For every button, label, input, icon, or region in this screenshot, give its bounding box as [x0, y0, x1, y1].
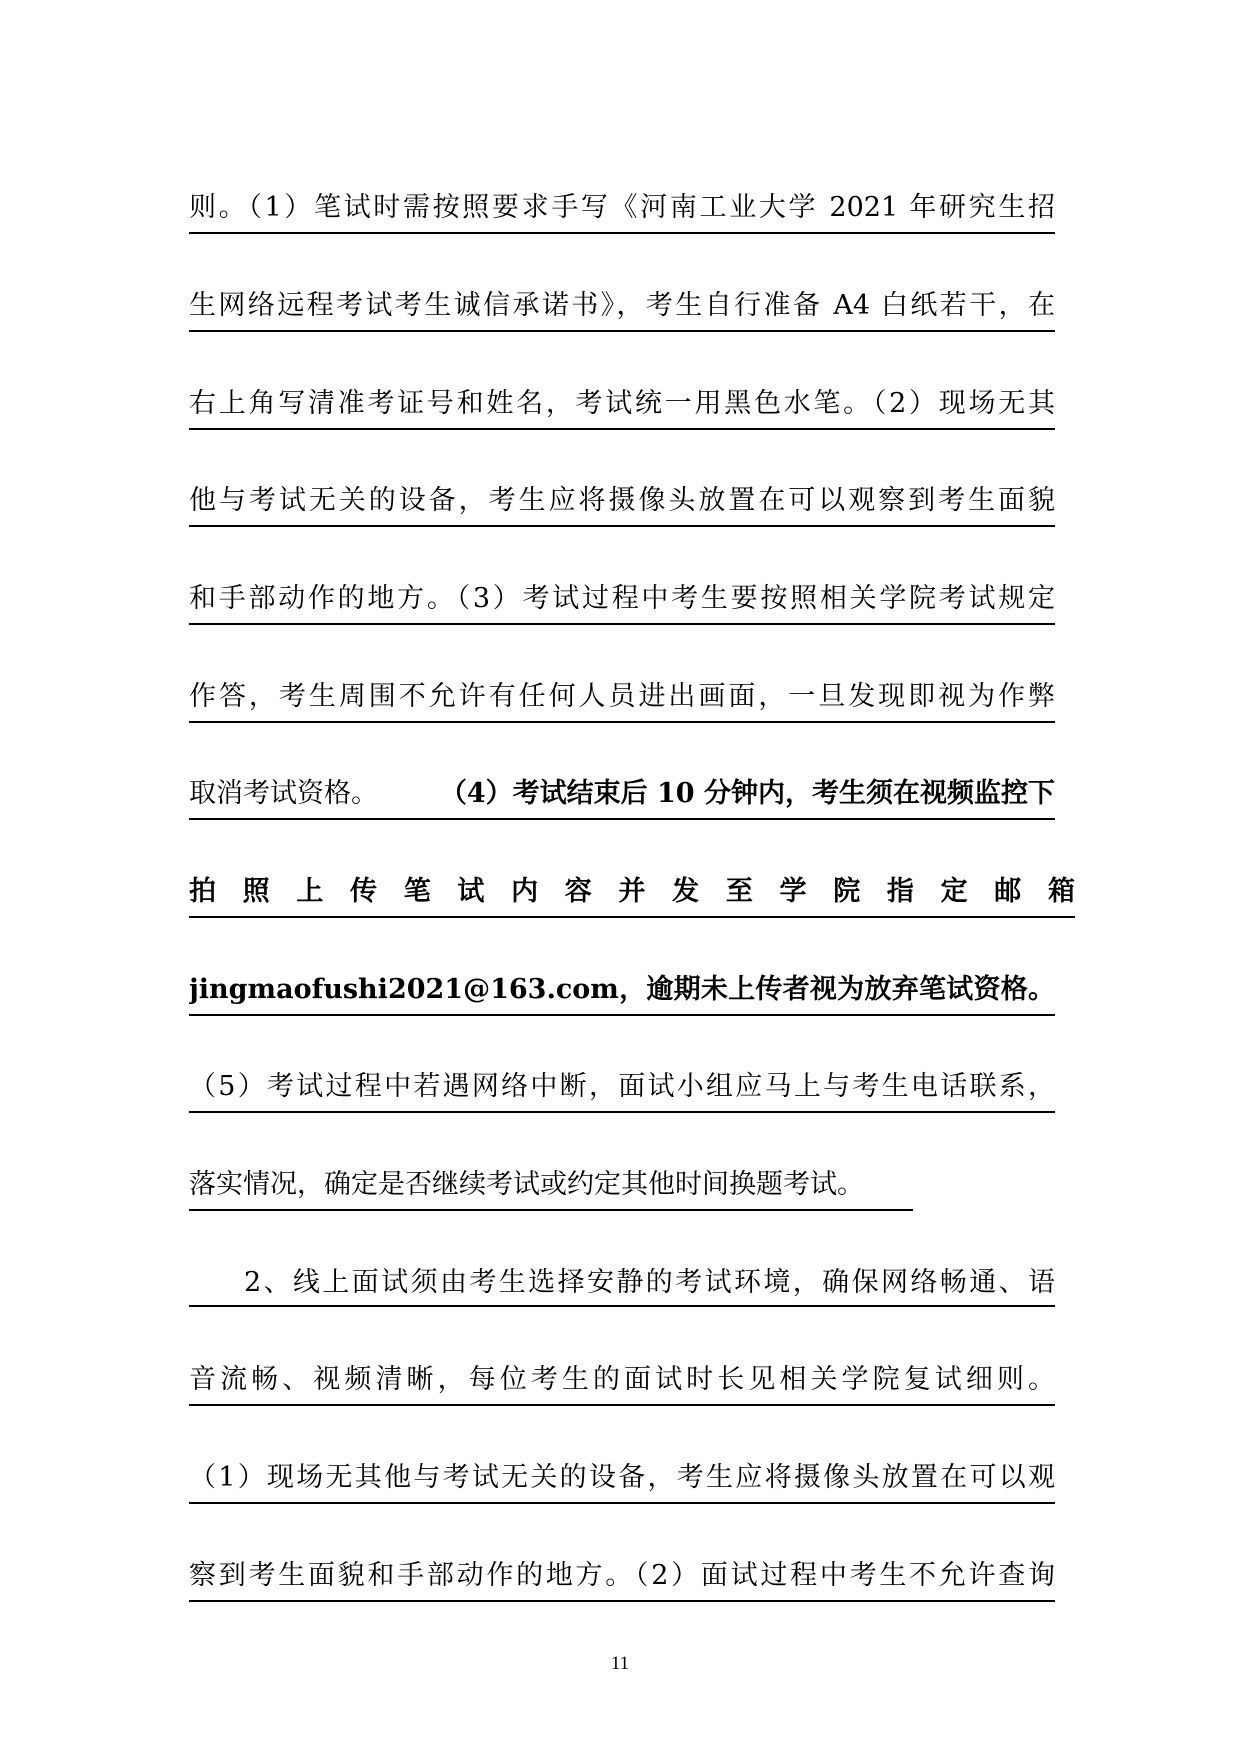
text-line-12: 2、线上面试须由考生选择安静的考试环境，确保网络畅通、语 — [189, 1263, 1055, 1307]
text-line-7 — [189, 774, 1055, 820]
text-line-5: 和手部动作的地方。（3）考试过程中考生要按照相关学院考试规定 — [189, 579, 1055, 625]
text-line-3: 右上角写清准考证号和姓名，考试统一用黑色水笔。（2）现场无其 — [189, 384, 1055, 430]
text-line-9-email: jingmaofushi2021@163.com，逾期未上传者视为放弃笔试资格。 — [189, 970, 1055, 1016]
text-line-2: 生网络远程考试考生诚信承诺书》，考生自行准备 A4 白纸若干，在 — [189, 286, 1055, 332]
text-line-1: 则。（1）笔试时需按照要求手写《河南工业大学 2021 年研究生招 — [189, 188, 1055, 234]
text-line-4: 他与考试无关的设备，考生应将摄像头放置在可以观察到考生面貌 — [189, 481, 1055, 527]
text-line-8: 拍照上传笔试内容并发至学院指定邮箱 — [189, 872, 1075, 918]
text-line-11: 落实情况，确定是否继续考试或约定其他时间换题考试。 — [189, 1165, 913, 1211]
text-line-7-bold: （4）考试结束后 10 分钟内，考生须在视频监控下 — [439, 778, 1055, 809]
text-line-6: 作答，考生周围不允许有任何人员进出画面，一旦发现即视为作弊 — [189, 677, 1055, 723]
text-line-10: （5）考试过程中若遇网络中断，面试小组应马上与考生电话联系， — [189, 1067, 1055, 1113]
text-line-7-normal: 取消考试资格。 — [189, 778, 378, 809]
page-number: 11 — [610, 1653, 630, 1674]
text-line-14: （1）现场无其他与考试无关的设备，考生应将摄像头放置在可以观 — [189, 1458, 1055, 1504]
text-line-15: 察到考生面貌和手部动作的地方。（2）面试过程中考生不允许查询 — [189, 1556, 1055, 1602]
text-line-13: 音流畅、视频清晰，每位考生的面试时长见相关学院复试细则。 — [189, 1360, 1055, 1406]
